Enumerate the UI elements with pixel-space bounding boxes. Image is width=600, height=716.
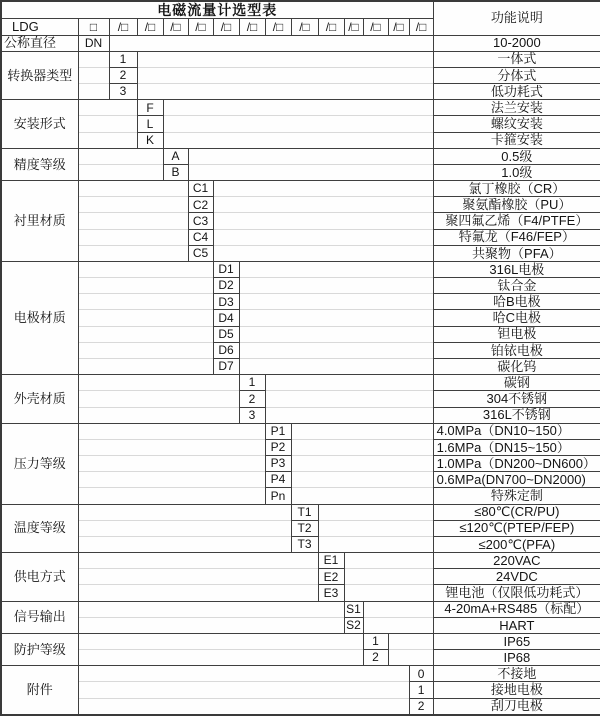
option-row [1, 391, 600, 407]
category-cell: 防护等级 [1, 633, 78, 665]
category-cell: 电极材质 [1, 261, 78, 374]
spacer-cell [213, 229, 433, 245]
spacer-cell [78, 601, 344, 617]
description-cell: 钛合金 [433, 278, 600, 294]
spacer-cell [137, 84, 433, 100]
description-cell: 聚氨酯橡胶（PU） [433, 197, 600, 213]
spacer-cell [78, 536, 291, 552]
spacer-cell [344, 585, 433, 601]
option-row [1, 375, 600, 391]
spacer-cell [239, 342, 433, 358]
code-cell: 2 [409, 698, 433, 715]
spacer-cell [78, 456, 265, 472]
option-row [1, 229, 600, 245]
spacer-cell [78, 423, 265, 439]
code-cell: T2 [291, 520, 318, 536]
spacer-cell [344, 553, 433, 569]
option-row [1, 261, 600, 277]
code-cell: A [163, 148, 188, 164]
code-cell: DN [78, 35, 109, 51]
spacer-cell [291, 488, 433, 504]
spacer-cell [78, 278, 213, 294]
spacer-cell [78, 488, 265, 504]
code-cell: 1 [363, 633, 388, 649]
model-slot-cell: /□ [388, 19, 409, 35]
description-cell: 4-20mA+RS485（标配） [433, 601, 600, 617]
option-row [1, 504, 600, 520]
spacer-cell [388, 650, 433, 666]
code-cell: 0 [409, 666, 433, 682]
spacer-cell [363, 601, 433, 617]
category-cell: 安装形式 [1, 100, 78, 149]
code-cell: 2 [363, 650, 388, 666]
code-cell: B [163, 164, 188, 180]
description-cell: 碳钢 [433, 375, 600, 391]
description-cell: 1.0级 [433, 164, 600, 180]
spacer-cell [188, 164, 433, 180]
model-slot-cell: /□ [363, 19, 388, 35]
description-cell: 卡箍安装 [433, 132, 600, 148]
spacer-cell [78, 617, 344, 633]
description-cell: 一体式 [433, 51, 600, 67]
spacer-cell [78, 358, 213, 374]
description-cell: 哈C电极 [433, 310, 600, 326]
option-row [1, 100, 600, 116]
spacer-cell [78, 261, 213, 277]
spacer-cell [78, 181, 188, 197]
code-cell: K [137, 132, 163, 148]
spacer-cell [78, 326, 213, 342]
spacer-cell [78, 504, 291, 520]
code-cell: 1 [109, 51, 137, 67]
description-cell: ≤80℃(CR/PU) [433, 504, 600, 520]
option-row [1, 698, 600, 715]
spacer-cell [363, 617, 433, 633]
code-cell: S1 [344, 601, 363, 617]
model-slot-cell: /□ [344, 19, 363, 35]
code-cell: C1 [188, 181, 213, 197]
option-row [1, 342, 600, 358]
option-row [1, 439, 600, 455]
description-cell: 特氟龙（F46/FEP） [433, 229, 600, 245]
description-cell: 法兰安装 [433, 100, 600, 116]
description-cell: 24VDC [433, 569, 600, 585]
option-row [1, 456, 600, 472]
spacer-cell [78, 67, 109, 83]
spacer-cell [78, 633, 363, 649]
option-row [1, 682, 600, 698]
model-slot-cell: /□ [188, 19, 213, 35]
model-slot-cell: /□ [109, 19, 137, 35]
title-row [1, 1, 600, 19]
code-cell: D3 [213, 294, 239, 310]
model-slot-cell: /□ [213, 19, 239, 35]
spacer-cell [109, 35, 433, 51]
option-row [1, 536, 600, 552]
description-cell: 10-2000 [433, 35, 600, 51]
spacer-cell [78, 682, 409, 698]
code-cell: D1 [213, 261, 239, 277]
model-slot-cell: /□ [163, 19, 188, 35]
description-cell: IP65 [433, 633, 600, 649]
description-cell: 0.5级 [433, 148, 600, 164]
code-cell: D4 [213, 310, 239, 326]
spacer-cell [239, 261, 433, 277]
spacer-cell [163, 100, 433, 116]
description-cell: ≤120℃(PTEP/FEP) [433, 520, 600, 536]
option-row [1, 407, 600, 423]
spacer-cell [213, 245, 433, 261]
category-cell: 精度等级 [1, 148, 78, 180]
spacer-cell [188, 148, 433, 164]
function-column-header: 功能说明 [433, 1, 600, 35]
spacer-cell [78, 698, 409, 715]
spacer-cell [78, 229, 188, 245]
spacer-cell [163, 132, 433, 148]
spacer-cell [78, 197, 188, 213]
spacer-cell [137, 67, 433, 83]
description-cell: 低功耗式 [433, 84, 600, 100]
spacer-cell [78, 100, 137, 116]
spacer-cell [78, 294, 213, 310]
spacer-cell [291, 456, 433, 472]
spacer-cell [78, 164, 163, 180]
code-cell: D5 [213, 326, 239, 342]
code-cell: 2 [239, 391, 265, 407]
description-cell: 共聚物（PFA） [433, 245, 600, 261]
code-cell: 1 [239, 375, 265, 391]
spacer-cell [78, 245, 188, 261]
description-cell: 碳化钨 [433, 358, 600, 374]
option-row [1, 245, 600, 261]
code-cell: D2 [213, 278, 239, 294]
spacer-cell [78, 116, 137, 132]
model-slot-cell: /□ [137, 19, 163, 35]
description-cell: IP68 [433, 650, 600, 666]
code-cell: C4 [188, 229, 213, 245]
code-cell: D6 [213, 342, 239, 358]
spacer-cell [318, 504, 433, 520]
category-cell: 公称直径 [1, 35, 78, 51]
spacer-cell [78, 132, 137, 148]
spacer-cell [388, 633, 433, 649]
spacer-cell [78, 51, 109, 67]
code-cell: E1 [318, 553, 344, 569]
option-row [1, 601, 600, 617]
option-row [1, 67, 600, 83]
spacer-cell [213, 213, 433, 229]
spacer-cell [239, 358, 433, 374]
spacer-cell [318, 520, 433, 536]
description-cell: 316L不锈钢 [433, 407, 600, 423]
spacer-cell [213, 197, 433, 213]
diameter-row [1, 35, 600, 51]
code-cell: D7 [213, 358, 239, 374]
spacer-cell [163, 116, 433, 132]
model-slot-cell: /□ [239, 19, 265, 35]
spacer-cell [78, 666, 409, 682]
description-cell: 铂铱电极 [433, 342, 600, 358]
category-cell: 附件 [1, 666, 78, 715]
code-cell: T3 [291, 536, 318, 552]
spacer-cell [239, 326, 433, 342]
code-cell: P2 [265, 439, 291, 455]
category-cell: 衬里材质 [1, 181, 78, 262]
model-slot-cell: /□ [291, 19, 318, 35]
description-cell: ≤200℃(PFA) [433, 536, 600, 552]
description-cell: 1.0MPa（DN200~DN600） [433, 456, 600, 472]
code-cell: F [137, 100, 163, 116]
model-slot-cell: /□ [409, 19, 433, 35]
spacer-cell [265, 407, 433, 423]
model-slot-cell: /□ [318, 19, 344, 35]
category-cell: 温度等级 [1, 504, 78, 553]
option-row [1, 310, 600, 326]
description-cell: 316L电极 [433, 261, 600, 277]
spacer-cell [239, 310, 433, 326]
spacer-cell [265, 391, 433, 407]
description-cell: 接地电极 [433, 682, 600, 698]
spacer-cell [78, 407, 239, 423]
spacer-cell [318, 536, 433, 552]
spacer-cell [78, 650, 363, 666]
description-cell: 4.0MPa（DN10~150） [433, 423, 600, 439]
spacer-cell [78, 84, 109, 100]
description-cell: 螺纹安装 [433, 116, 600, 132]
option-row [1, 84, 600, 100]
code-cell: 3 [109, 84, 137, 100]
spacer-cell [213, 181, 433, 197]
code-cell: C3 [188, 213, 213, 229]
spacer-cell [291, 423, 433, 439]
option-row [1, 633, 600, 649]
page-title: 电磁流量计选型表 [1, 1, 433, 19]
description-cell: 分体式 [433, 67, 600, 83]
option-row [1, 132, 600, 148]
option-row [1, 650, 600, 666]
option-row [1, 164, 600, 180]
spacer-cell [78, 391, 239, 407]
description-cell: 220VAC [433, 553, 600, 569]
option-row [1, 197, 600, 213]
code-cell: P4 [265, 472, 291, 488]
description-cell: 不接地 [433, 666, 600, 682]
code-cell: E2 [318, 569, 344, 585]
spacer-cell [137, 51, 433, 67]
description-cell: 哈B电极 [433, 294, 600, 310]
spacer-cell [239, 278, 433, 294]
category-cell: 供电方式 [1, 553, 78, 602]
model-slot-cell: /□ [265, 19, 291, 35]
code-cell: Pn [265, 488, 291, 504]
option-row [1, 488, 600, 504]
option-row [1, 181, 600, 197]
option-row [1, 294, 600, 310]
spacer-cell [78, 472, 265, 488]
description-cell: 刮刀电极 [433, 698, 600, 715]
spacer-cell [78, 213, 188, 229]
description-cell: 304不锈钢 [433, 391, 600, 407]
option-row [1, 585, 600, 601]
code-cell: T1 [291, 504, 318, 520]
spacer-cell [78, 148, 163, 164]
option-row [1, 553, 600, 569]
spacer-cell [78, 439, 265, 455]
description-cell: 氯丁橡胶（CR） [433, 181, 600, 197]
spacer-cell [239, 294, 433, 310]
option-row [1, 472, 600, 488]
spacer-cell [78, 585, 318, 601]
option-row [1, 51, 600, 67]
description-cell: 特殊定制 [433, 488, 600, 504]
spacer-cell [78, 342, 213, 358]
spacer-cell [78, 569, 318, 585]
code-cell: E3 [318, 585, 344, 601]
code-cell: L [137, 116, 163, 132]
description-cell: 钽电极 [433, 326, 600, 342]
code-cell: 3 [239, 407, 265, 423]
description-cell: HART [433, 617, 600, 633]
description-cell: 1.6MPa（DN15~150） [433, 439, 600, 455]
spacer-cell [265, 375, 433, 391]
option-row [1, 116, 600, 132]
spacer-cell [78, 375, 239, 391]
spacer-cell [291, 439, 433, 455]
spacer-cell [78, 553, 318, 569]
description-cell: 聚四氟乙烯（F4/PTFE） [433, 213, 600, 229]
code-cell: C5 [188, 245, 213, 261]
option-row [1, 326, 600, 342]
code-cell: 2 [109, 67, 137, 83]
category-cell: 外壳材质 [1, 375, 78, 424]
code-cell: P3 [265, 456, 291, 472]
option-row [1, 148, 600, 164]
spacer-cell [78, 520, 291, 536]
option-row [1, 358, 600, 374]
spacer-cell [291, 472, 433, 488]
code-cell: C2 [188, 197, 213, 213]
model-prefix-cell: LDG [1, 19, 78, 35]
option-row [1, 213, 600, 229]
description-cell: 0.6MPa(DN700~DN2000) [433, 472, 600, 488]
code-cell: P1 [265, 423, 291, 439]
spacer-cell [344, 569, 433, 585]
category-cell: 压力等级 [1, 423, 78, 504]
option-row [1, 278, 600, 294]
option-row [1, 569, 600, 585]
category-cell: 信号输出 [1, 601, 78, 633]
option-row [1, 423, 600, 439]
description-cell: 锂电池（仅限低功耗式） [433, 585, 600, 601]
model-slot-cell: □ [78, 19, 109, 35]
spacer-cell [78, 310, 213, 326]
code-cell: S2 [344, 617, 363, 633]
category-cell: 转换器类型 [1, 51, 78, 100]
code-cell: 1 [409, 682, 433, 698]
option-row [1, 617, 600, 633]
option-row [1, 520, 600, 536]
option-row [1, 666, 600, 682]
